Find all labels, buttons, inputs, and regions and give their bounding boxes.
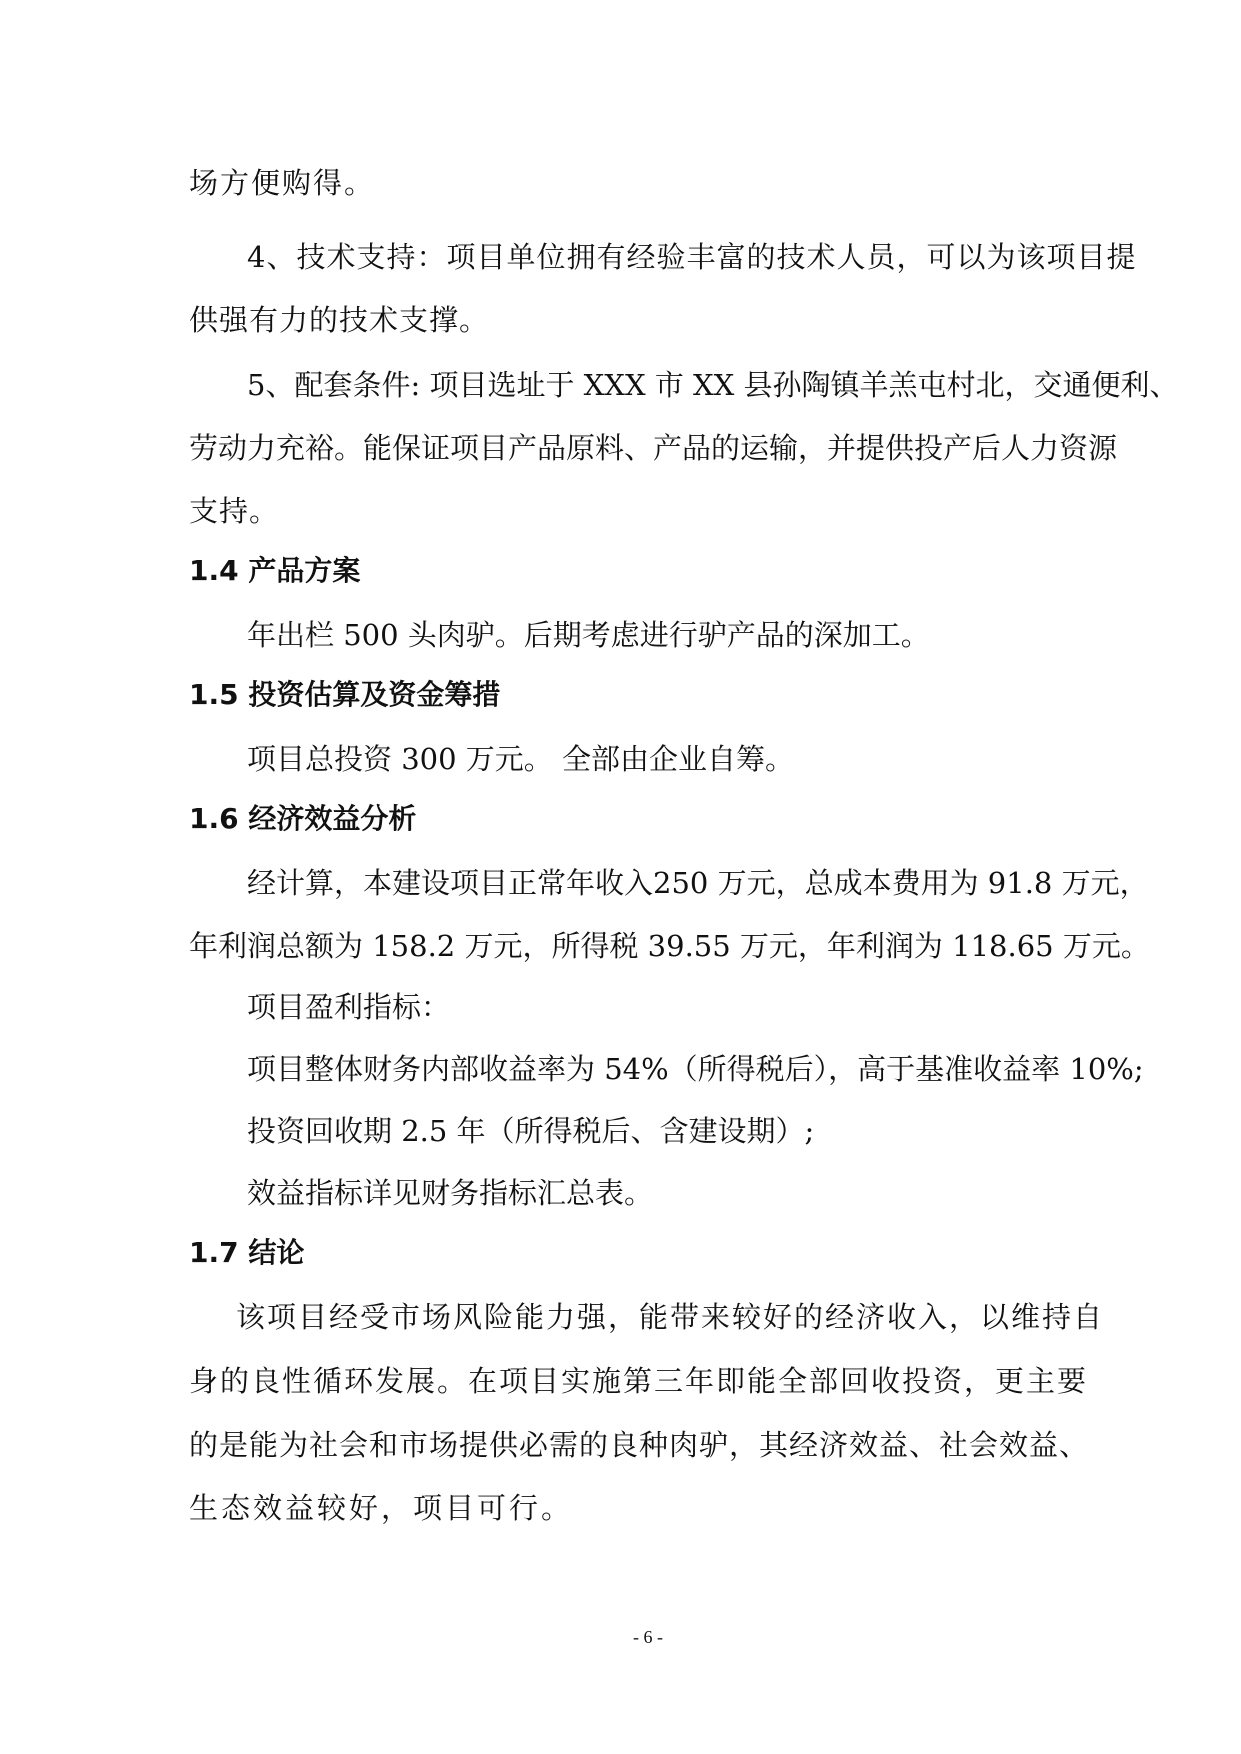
body-line: 项目总投资 300 万元。 全部由企业自筹。 bbox=[247, 742, 795, 776]
body-line: 经计算，本建设项目正常年收入250 万元，总成本费用为 91.8 万元， bbox=[247, 866, 1149, 900]
body-line: 该项目经受市场风险能力强，能带来较好的经济收入，以维持自 bbox=[236, 1300, 1105, 1334]
page-number: - 6 - bbox=[633, 1627, 663, 1647]
body-line: 支持。 bbox=[189, 494, 280, 528]
body-line: 效益指标详见财务指标汇总表。 bbox=[247, 1176, 654, 1210]
body-line: 劳动力充裕。能保证项目产品原料、产品的运输，并提供投产后人力资源 bbox=[189, 431, 1118, 465]
section-heading: 1.7 结论 bbox=[189, 1236, 305, 1269]
body-line: 的是能为社会和市场提供必需的良种肉驴，其经济效益、社会效益、 bbox=[189, 1428, 1090, 1462]
body-line: 年出栏 500 头肉驴。后期考虑进行驴产品的深加工。 bbox=[247, 618, 930, 652]
body-line: 供强有力的技术支撑。 bbox=[189, 303, 490, 337]
body-line: 5、配套条件: 项目选址于 XXX 市 XX 县孙陶镇羊羔屯村北，交通便利、 bbox=[247, 368, 1179, 402]
section-heading: 1.5 投资估算及资金筹措 bbox=[189, 678, 501, 711]
body-line: 身的良性循环发展。在项目实施第三年即能全部回收投资，更主要 bbox=[189, 1364, 1089, 1398]
body-line: 投资回收期 2.5 年（所得税后、含建设期）; bbox=[247, 1114, 815, 1148]
body-line: 生态效益较好，项目可行。 bbox=[189, 1491, 574, 1525]
body-line: 4、技术支持：项目单位拥有经验丰富的技术人员，可以为该项目提 bbox=[247, 240, 1137, 274]
body-line: 项目盈利指标： bbox=[247, 990, 451, 1024]
section-heading: 1.4 产品方案 bbox=[189, 554, 361, 587]
body-line: 项目整体财务内部收益率为 54%（所得税后），高于基准收益率 10%; bbox=[247, 1052, 1144, 1086]
section-heading: 1.6 经济效益分析 bbox=[189, 802, 417, 835]
body-line: 年利润总额为 158.2 万元，所得税 39.55 万元，年利润为 118.65 万元。 bbox=[189, 929, 1150, 963]
body-line: 场方便购得。 bbox=[189, 166, 376, 200]
